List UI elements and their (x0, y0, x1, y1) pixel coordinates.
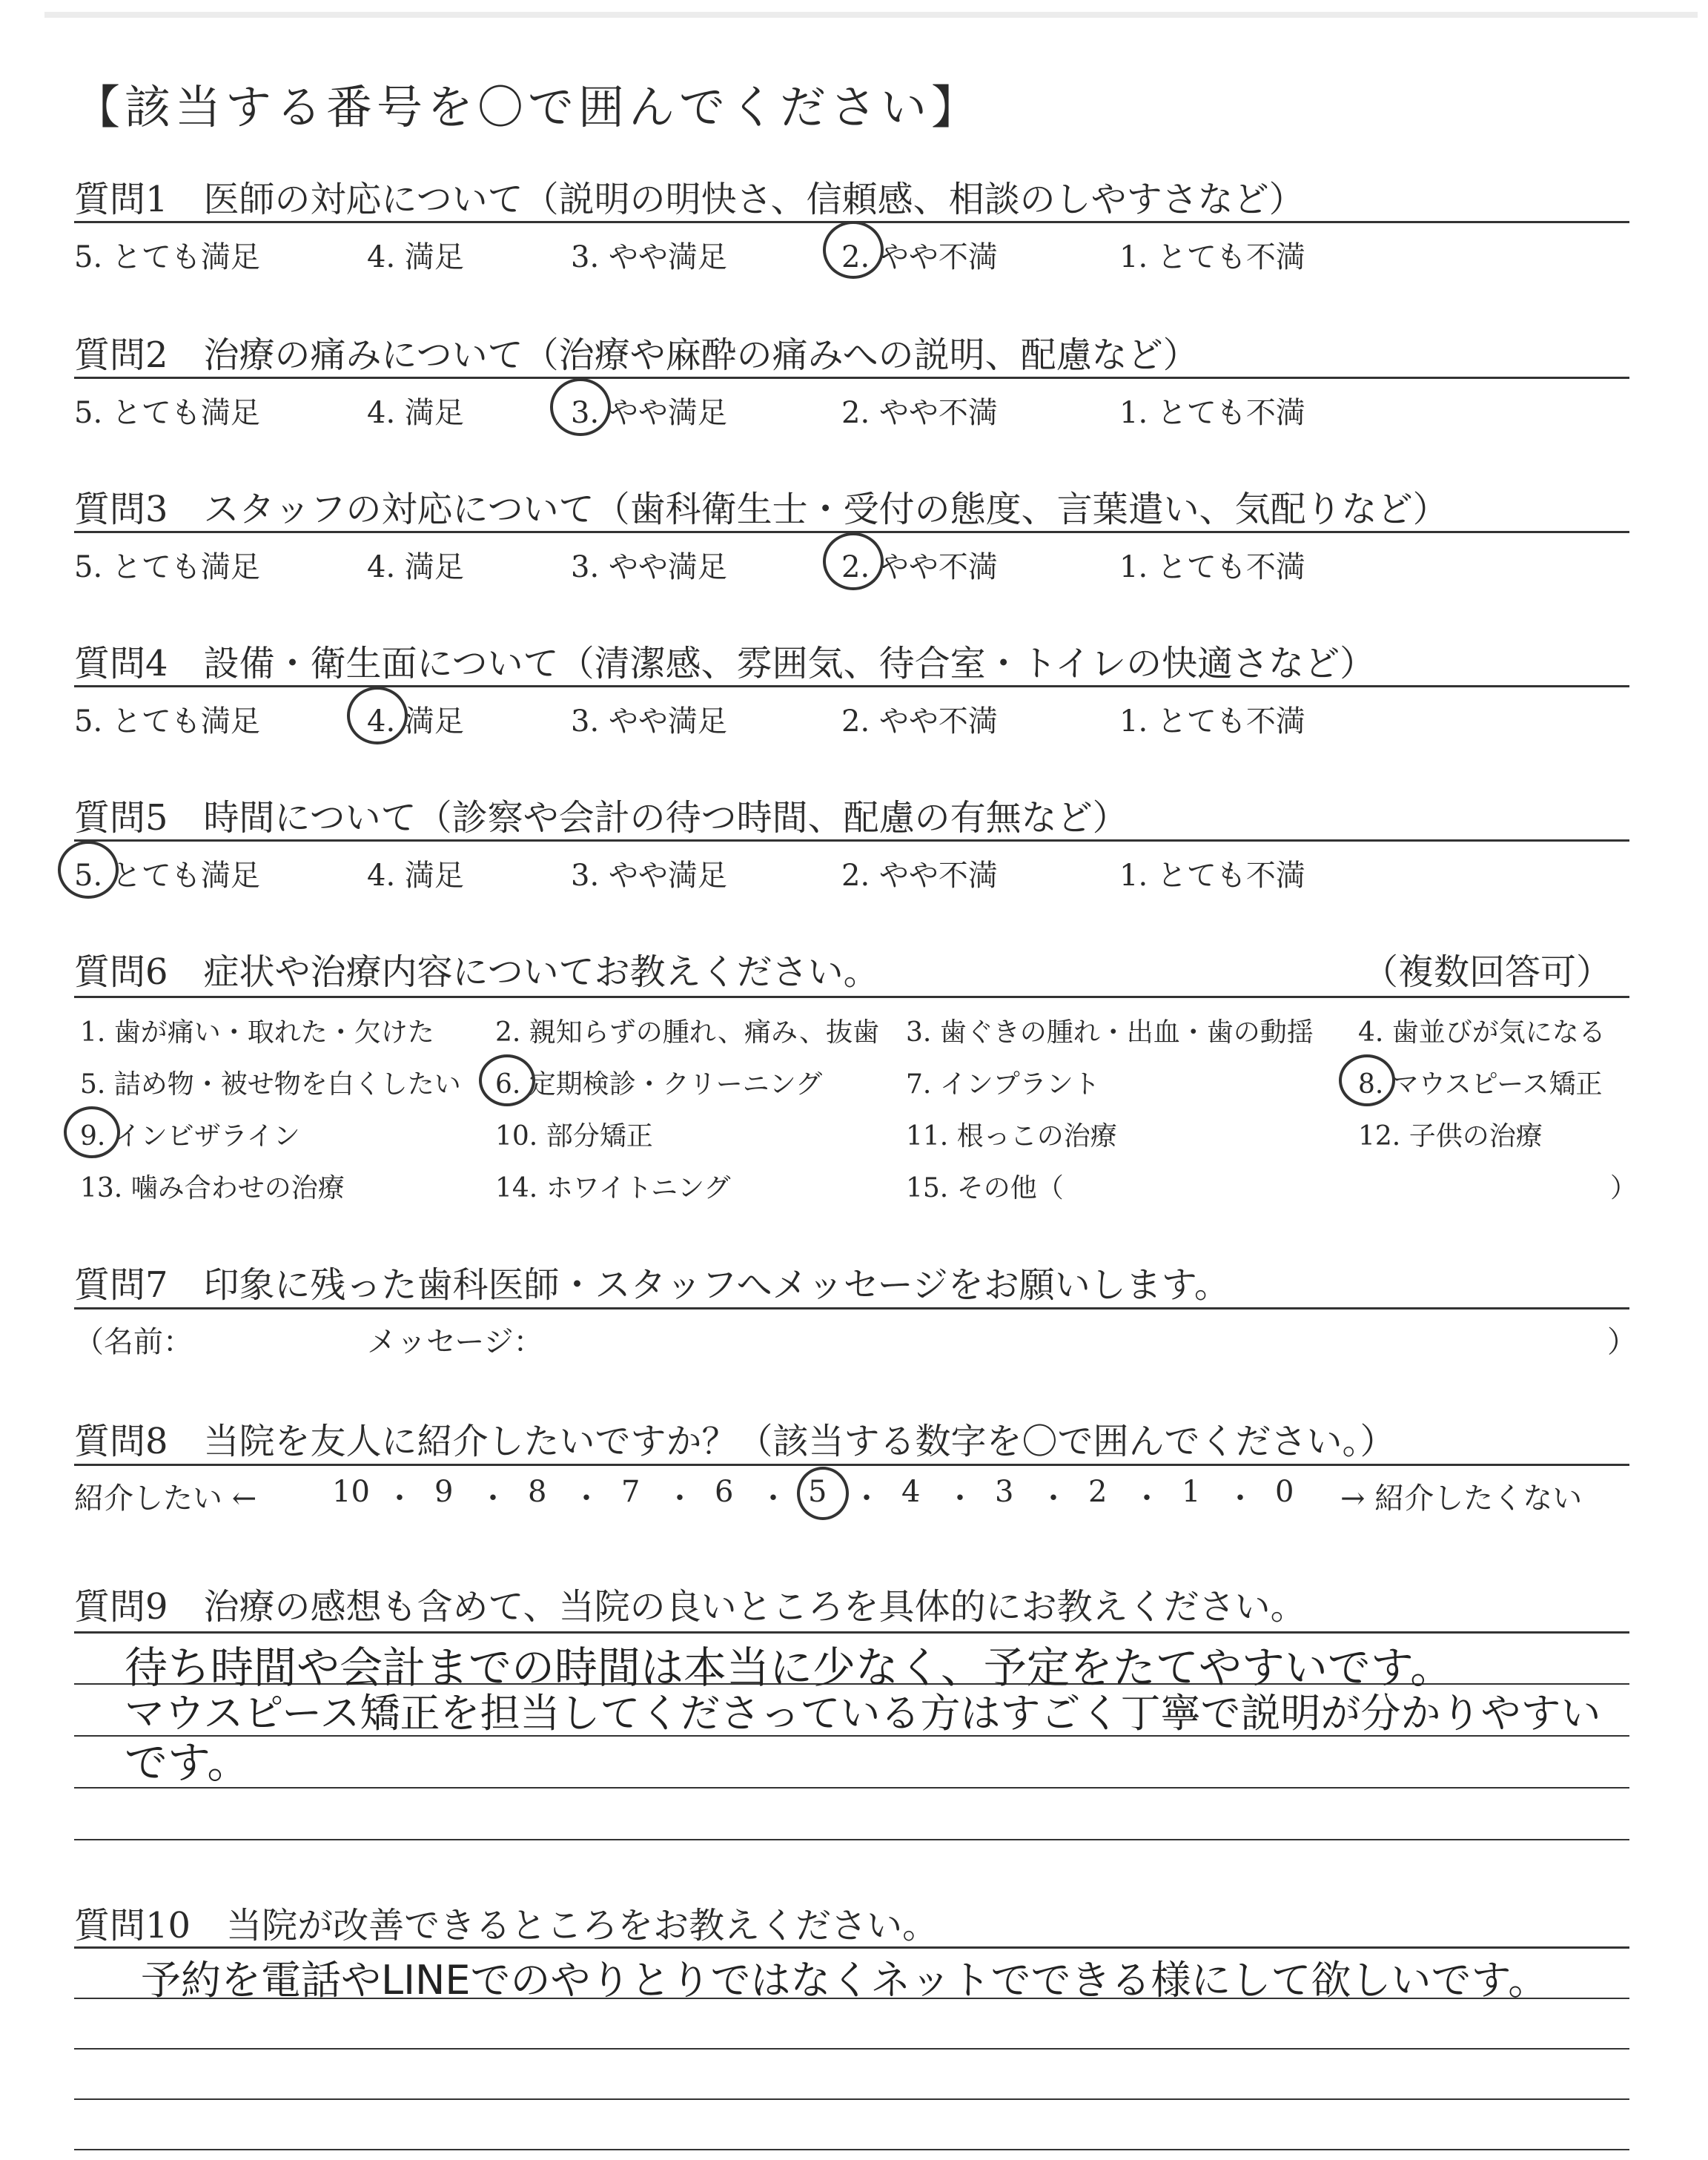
q1-title: 質問1 医師の対応について（説明の明快さ、信頼感、相談のしやすさなど） (74, 179, 1305, 220)
q8-scale-number-7[interactable]: 7 (621, 1475, 640, 1509)
q6-answer-circle-8 (1339, 1054, 1395, 1106)
q1-option-2[interactable]: 2. やや不満 (841, 240, 998, 274)
q10-rule-3 (74, 2048, 1629, 2050)
q8-scale-separator: ・ (1039, 1482, 1068, 1516)
q4-title: 質問4 設備・衛生面について（清潔感、雰囲気、待合室・トイレの快適さなど） (74, 643, 1376, 684)
q4-option-1[interactable]: 1. とても不満 (1119, 704, 1305, 739)
q8-scale-number-9[interactable]: 9 (434, 1475, 454, 1509)
q8-scale-number-0[interactable]: 0 (1275, 1475, 1294, 1509)
q9-handwritten-line-1: 待ち時間や会計までの時間は本当に少なく、予定をたてやすいです。 (125, 1642, 1454, 1693)
q7-title: 質問7 印象に残った歯科医師・スタッフへメッセージをお願いします。 (74, 1264, 1230, 1306)
q8-right-label: → 紹介したくない (1340, 1482, 1583, 1516)
q2-title: 質問2 治療の痛みについて（治療や麻酔の痛みへの説明、配慮など） (74, 334, 1199, 376)
q8-scale-number-6[interactable]: 6 (715, 1475, 734, 1509)
q4-answer-circle (347, 687, 408, 744)
q1-option-4[interactable]: 4. 満足 (367, 240, 464, 274)
q4-option-3[interactable]: 3. やや満足 (571, 704, 727, 739)
q6-option-14[interactable]: 14. ホワイトニング (495, 1173, 731, 1203)
q6-option-12[interactable]: 12. 子供の治療 (1358, 1121, 1543, 1152)
q3-option-4[interactable]: 4. 満足 (367, 550, 464, 584)
q4-option-5[interactable]: 5. とても満足 (74, 704, 260, 739)
q8-left-label: 紹介したい ← (74, 1482, 257, 1516)
q8-scale-separator: ・ (852, 1482, 881, 1516)
q8-scale-number-5[interactable]: 5 (808, 1475, 827, 1509)
q5-option-4[interactable]: 4. 満足 (367, 859, 464, 893)
q5-option-2[interactable]: 2. やや不満 (841, 859, 998, 893)
form-instruction-header: 【該当する番号を〇で囲んでください】 (74, 80, 982, 134)
q6-option-4[interactable]: 4. 歯並びが気になる (1358, 1017, 1606, 1048)
q7-name-label: （名前： (74, 1325, 193, 1359)
q6-option-1[interactable]: 1. 歯が痛い・取れた・欠けた (80, 1017, 434, 1048)
q6-option-13[interactable]: 13. 噛み合わせの治療 (80, 1173, 345, 1203)
q8-scale-number-1[interactable]: 1 (1182, 1475, 1201, 1509)
q8-scale-separator: ・ (478, 1482, 508, 1516)
q2-option-5[interactable]: 5. とても満足 (74, 396, 260, 430)
q4-rule (74, 685, 1629, 687)
q7-rule (74, 1307, 1629, 1309)
q9-rule-4 (74, 1787, 1629, 1789)
q8-scale-number-3[interactable]: 3 (995, 1475, 1014, 1509)
q8-scale-number-4[interactable]: 4 (901, 1475, 921, 1509)
q2-option-4[interactable]: 4. 満足 (367, 396, 464, 430)
q6-title: 質問6 症状や治療内容についてお教えください。 (74, 951, 879, 993)
q3-option-2[interactable]: 2. やや不満 (841, 550, 998, 584)
q5-answer-circle (58, 841, 119, 899)
q6-rule (74, 996, 1629, 998)
q10-title: 質問10 当院が改善できるところをお教えください。 (74, 1905, 939, 1946)
q8-title: 質問8 当院を友人に紹介したいですか？（該当する数字を〇で囲んでください。） (74, 1421, 1396, 1462)
q8-scale-number-2[interactable]: 2 (1088, 1475, 1108, 1509)
q6-answer-circle-9 (64, 1106, 120, 1158)
q6-option-6[interactable]: 6. 定期検診・クリーニング (495, 1069, 823, 1100)
q6-multiple-note: （複数回答可） (1363, 951, 1612, 993)
q10-rule-5 (74, 2149, 1629, 2150)
q6-option-5[interactable]: 5. 詰め物・被せ物を白くしたい (80, 1069, 461, 1100)
q5-option-5[interactable]: 5. とても満足 (74, 859, 260, 893)
q7-message-label: メッセージ： (367, 1325, 543, 1359)
q8-scale-separator: ・ (385, 1482, 414, 1516)
q8-scale-separator: ・ (572, 1482, 601, 1516)
q3-option-1[interactable]: 1. とても不満 (1119, 550, 1305, 584)
q2-option-1[interactable]: 1. とても不満 (1119, 396, 1305, 430)
q10-handwritten-line-1: 予約を電話やLINEでのやりとりではなくネットでできる様にして欲しいです。 (141, 1957, 1549, 2004)
q6-option-10[interactable]: 10. 部分矯正 (495, 1121, 653, 1152)
q9-handwritten-line-2: マウスピース矯正を担当してくださっている方はすごく丁寧で説明が分かりやすい (125, 1690, 1601, 1737)
q10-rule-4 (74, 2098, 1629, 2100)
q8-scale-number-8[interactable]: 8 (528, 1475, 547, 1509)
q2-option-3[interactable]: 3. やや満足 (571, 396, 727, 430)
q9-title: 質問9 治療の感想も含めて、当院の良いところを具体的にお教えください。 (74, 1586, 1306, 1628)
q8-scale-separator: ・ (1225, 1482, 1255, 1516)
q6-other-close-paren: ） (1610, 1173, 1638, 1203)
q2-option-2[interactable]: 2. やや不満 (841, 396, 998, 430)
q3-option-5[interactable]: 5. とても満足 (74, 550, 260, 584)
q5-option-1[interactable]: 1. とても不満 (1119, 859, 1305, 893)
q6-option-9[interactable]: 9. インビザライン (80, 1121, 300, 1152)
q6-option-15[interactable]: 15. その他（ (906, 1173, 1064, 1203)
q5-option-3[interactable]: 3. やや満足 (571, 859, 727, 893)
q9-rule-5 (74, 1839, 1629, 1840)
q5-title: 質問5 時間について（診察や会計の待つ時間、配慮の有無など） (74, 797, 1128, 839)
q8-answer-circle (797, 1467, 849, 1520)
q5-rule (74, 839, 1629, 842)
q8-rule (74, 1464, 1629, 1466)
q8-scale-separator: ・ (1132, 1482, 1162, 1516)
q3-answer-circle (823, 532, 884, 590)
q1-option-1[interactable]: 1. とても不満 (1119, 240, 1305, 274)
q2-answer-circle (550, 378, 611, 436)
q1-answer-circle (823, 221, 884, 279)
q3-option-3[interactable]: 3. やや満足 (571, 550, 727, 584)
q6-option-3[interactable]: 3. 歯ぐきの腫れ・出血・歯の動揺 (906, 1017, 1314, 1048)
q1-option-5[interactable]: 5. とても満足 (74, 240, 260, 274)
q2-rule (74, 377, 1629, 379)
q6-option-11[interactable]: 11. 根っこの治療 (906, 1121, 1117, 1152)
q4-option-4[interactable]: 4. 満足 (367, 704, 464, 739)
q8-scale-separator: ・ (945, 1482, 975, 1516)
q4-option-2[interactable]: 2. やや不満 (841, 704, 998, 739)
q8-scale-separator: ・ (665, 1482, 695, 1516)
q7-close-paren: ） (1607, 1325, 1637, 1359)
q6-option-8[interactable]: 8. マウスピース矯正 (1358, 1069, 1603, 1100)
scan-edge (44, 12, 1698, 18)
q8-scale-number-10[interactable]: 10 (332, 1475, 370, 1509)
q9-handwritten-line-3: です。 (125, 1737, 251, 1788)
q1-option-3[interactable]: 3. やや満足 (571, 240, 727, 274)
q3-title: 質問3 スタッフの対応について（歯科衛生士・受付の態度、言葉遣い、気配りなど） (74, 489, 1449, 530)
q8-scale-separator: ・ (758, 1482, 788, 1516)
q6-answer-circle-6 (479, 1054, 535, 1106)
q6-option-2[interactable]: 2. 親知らずの腫れ、痛み、抜歯 (495, 1017, 880, 1048)
q6-option-7[interactable]: 7. インプラント (906, 1069, 1100, 1100)
